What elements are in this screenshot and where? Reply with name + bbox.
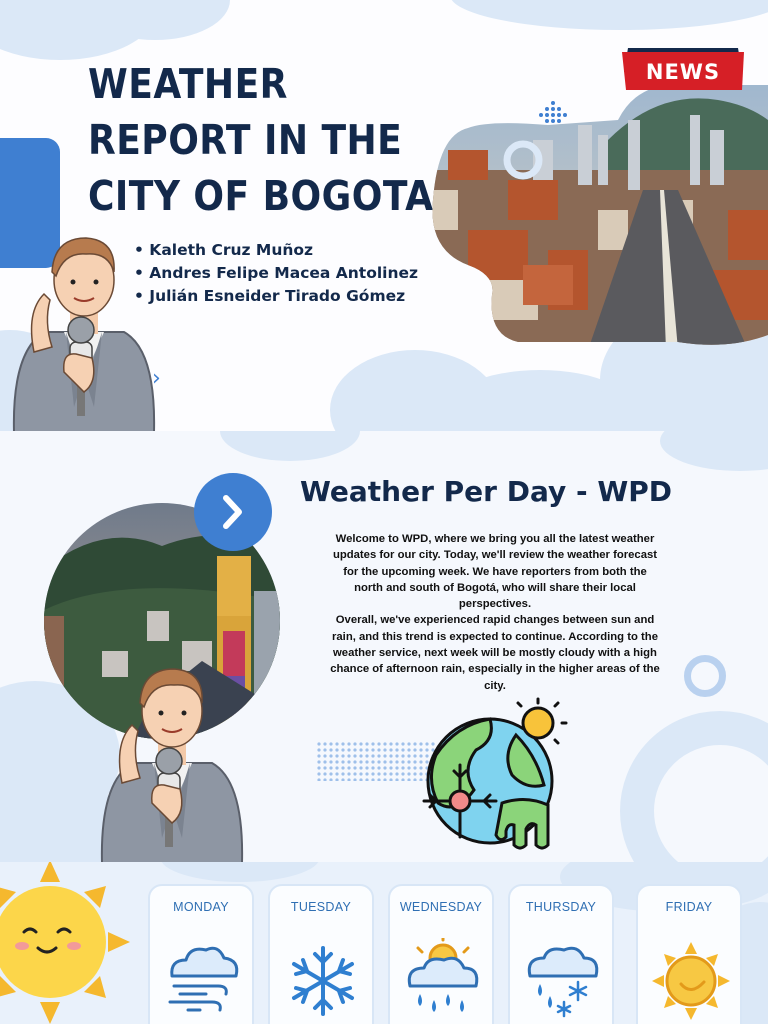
cover-title-line: WEATHER: [88, 60, 288, 108]
day-card-friday[interactable]: [636, 884, 742, 1024]
description-paragraph: Overall, we've experienced rapid changes between sun and rain, and this trend is expected to continue. According to the weather service, next week will be mostly cloudy with a high chance of afternoon rain, especially in the higher areas of the city.: [330, 614, 660, 692]
day-card-monday[interactable]: [148, 884, 254, 1024]
day-card-thursday[interactable]: [508, 884, 614, 1024]
description-paragraph: Welcome to WPD, where we bring you all the latest weather updates for our city. Today, we'll review the weather forecast for the upcoming week. We have reporters from both the north and south of Bogotá, who will share their local perspectives.: [332, 533, 658, 611]
news-label-wrap: [622, 52, 744, 92]
reporter-illustration: [92, 663, 252, 862]
cover-title-line: REPORT IN THE: [88, 116, 403, 164]
city-photo: [428, 80, 768, 350]
day-card-wednesday[interactable]: [388, 884, 494, 1024]
day-name: TUESDAY: [290, 900, 352, 914]
windy-cloud-icon: [160, 938, 246, 1024]
snowflake-icon: [280, 938, 366, 1024]
rain-snow-cloud-icon: [520, 938, 606, 1024]
description-text: [328, 531, 662, 694]
globe-climate-icon: [416, 695, 572, 853]
day-name: MONDAY: [173, 900, 229, 914]
day-name: WEDNESDAY: [399, 900, 483, 914]
next-button[interactable]: [194, 473, 272, 551]
section-title: Weather Per Day - WPD: [300, 475, 672, 508]
sun-icon: [648, 938, 734, 1024]
sun-rain-cloud-icon: [400, 938, 486, 1024]
background-cloud: [660, 431, 768, 471]
day-name: FRIDAY: [665, 900, 713, 914]
ring-decoration: [620, 711, 768, 862]
author-name: • Kaleth Cruz Muñoz: [134, 241, 314, 259]
ring-decoration: [684, 655, 726, 697]
background-cloud: [220, 431, 360, 461]
background-cloud: [450, 0, 768, 30]
day-name: THURSDAY: [525, 900, 597, 914]
wpd-slide: [0, 431, 768, 862]
dots-decoration: [536, 100, 570, 126]
reporter-illustration: [4, 232, 164, 431]
forecast-slide: [0, 862, 768, 1024]
smiling-sun-icon: [0, 862, 130, 1024]
cover-title-line: CITY OF BOGOTA: [88, 172, 434, 220]
cover-slide: [0, 0, 768, 431]
news-label: NEWS: [645, 60, 721, 84]
author-name: • Julián Esneider Tirado Gómez: [134, 287, 406, 305]
background-cloud: [160, 862, 320, 882]
ring-decoration: [364, 370, 434, 431]
chevron-right-icon: [194, 473, 272, 551]
author-name: • Andres Felipe Macea Antolinez: [134, 264, 419, 282]
day-card-tuesday[interactable]: [268, 884, 374, 1024]
chevron-right-icon: ›: [152, 366, 161, 391]
